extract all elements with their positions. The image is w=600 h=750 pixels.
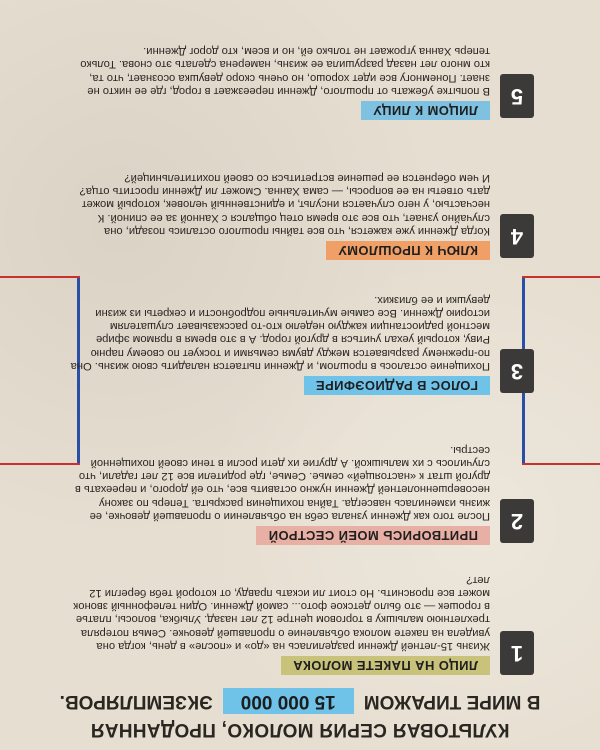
header-block — [35, 688, 565, 740]
section-description: Когда Дженни уже кажется, что все тайны прошлого остались позади, она случайно узнает, что все это время отец общался с Ханной за ее спиной. К несчастью, у него случается инсульт, и единственный человек, который может дать ответы на ее вопросы, — сама Ханна. Сможет ли Дженни простить отца? И чем обернется ее решение встретиться со своей похитительницей? — [79, 171, 490, 237]
header-line-1: КУЛЬТОВАЯ СЕРИЯ МОЛОКО, ПРОДАННАЯ — [90, 719, 510, 740]
header-text-after: ЭКЗЕМПЛЯРОВ. — [59, 691, 213, 712]
section-number-badge: 1 — [500, 631, 534, 675]
header-text-before: В МИРЕ ТИРАЖОМ — [363, 691, 541, 712]
section-description: Жизнь 15-летней Дженни разделилась на «до» и «после» в день, когда она увидела на пакете молока объявление о пропавшей девочке. Семья потеряла трехлетнюю малышку в торговом центре 12 лет назад. Улыбка, волосы, платье в горошек — это было детское фото... самой Дженни. Один телефонный звонок может все прояснить. Но стоит ли искать правду, от которой тебя берегли 12 лет? — [73, 573, 490, 652]
section-title-label: КЛЮЧ К ПРОШЛОМУ — [326, 241, 490, 260]
section-description: В попытке убежать от прошлого, Дженни переезжает в город, где ее никто не знает. Понемногу все идет хорошо, но очень скоро девушка осознает, что та, кто много лет назад разрушила ее жизнь, намерена сделать это снова. Только теперь Ханна угрожает не только ей, но и всем, кто дорог Дженни. — [80, 45, 490, 97]
section-number-badge: 3 — [500, 349, 534, 393]
header-line-2 — [35, 688, 565, 714]
section-description: После того как Дженни узнала себя на объявлении о пропавшей девочке, ее жизнь изменилась навсегда. Тайна похищения раскрыта. Теперь по закону несовершеннолетней Дженни нужно оставить все, что ей дорого, и переехать в другой штат к «настоящей» семье. Семье, где родители все 12 лет гадали, что случилось с их малышкой. А другие их дети росли в тени своей похищенной сестры. — [74, 443, 490, 522]
print-run-number: 15 000 000 — [223, 688, 354, 714]
book-section-1 — [70, 572, 524, 675]
section-number-badge: 4 — [500, 214, 534, 258]
section-title-label: ГОЛОС В РАДИОЭФИРЕ — [304, 376, 490, 395]
book-section-2 — [70, 442, 524, 545]
book-section-4 — [70, 171, 524, 260]
section-description: Похищение осталось в прошлом, и Дженни пытается наладить свою жизнь. Она по-прежнему разрывается между двумя семьями и тоскует по своему парню Риву, который уехал учиться в другой город. А в это время в прямом эфире местной радиостанции каждую неделю кто-то рассказывает слушателям историю Дженни. Все самые мучительные подробности и секреты из жизни девушки и ее близких. — [70, 293, 490, 372]
section-number-badge: 5 — [500, 74, 534, 118]
book-section-5 — [70, 44, 524, 120]
section-title-label: ЛИЦОМ К ЛИЦУ — [361, 101, 490, 120]
right-frame-decoration — [0, 276, 80, 465]
section-number-badge: 2 — [500, 499, 534, 543]
section-title-label: ЛИЦО НА ПАКЕТЕ МОЛОКА — [281, 656, 490, 675]
book-section-3 — [70, 292, 524, 395]
section-title-label: ПРИТВОРИСЬ МОЕЙ СЕСТРОЙ — [256, 526, 490, 545]
